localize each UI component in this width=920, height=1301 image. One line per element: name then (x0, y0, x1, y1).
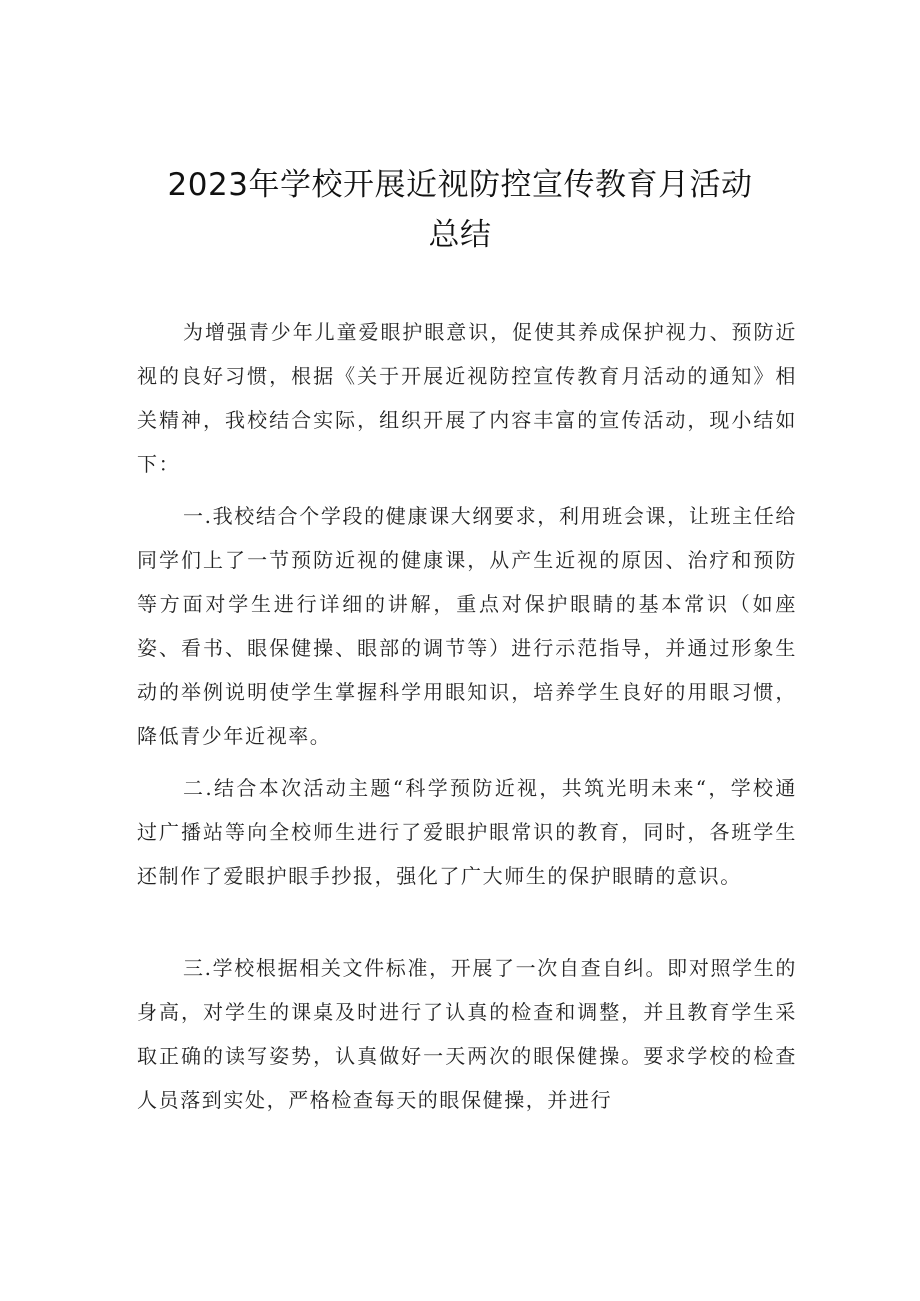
document-title: 2023年学校开展近视防控宣传教育月活动 (167, 167, 753, 203)
paragraph-section-3: 三.学校根据相关文件标准，开展了一次自查自纠。即对照学生的身高，对学生的课桌及时进行了认真的检查和调整，并且教育学生采取正确的读写姿势，认真做好一天两次的眼保健操。要求学校的检查人员落到实处，严格检查每天的眼保健操，并进行 (137, 956, 797, 1112)
paragraph-intro: 为增强青少年儿童爱眼护眼意识，促使其养成保护视力、预防近视的良好习惯，根据《关于开展近视防控宣传教育月活动的通知》相关精神，我校结合实际，组织开展了内容丰富的宣传活动，现小结如下： (137, 320, 797, 476)
paragraph-section-1: 一.我校结合个学段的健康课大纲要求，利用班会课，让班主任给同学们上了一节预防近视的健康课，从产生近视的原因、治疗和预防等方面对学生进行详细的讲解，重点对保护眼睛的基本常识（如座姿、看书、眼保健操、眼部的调节等）进行示范指导，并通过形象生动的举例说明使学生掌握科学用眼知识，培养学生良好的用眼习惯，降低青少年近视率。 (137, 504, 797, 748)
document-title-continued: 总结 (428, 217, 492, 253)
paragraph-section-2: 二.结合本次活动主题“科学预防近视，共筑光明未来“，学校通过广播站等向全校师生进行了爱眼护眼常识的教育，同时，各班学生还制作了爱眼护眼手抄报，强化了广大师生的保护眼睛的意识。 (137, 776, 797, 888)
